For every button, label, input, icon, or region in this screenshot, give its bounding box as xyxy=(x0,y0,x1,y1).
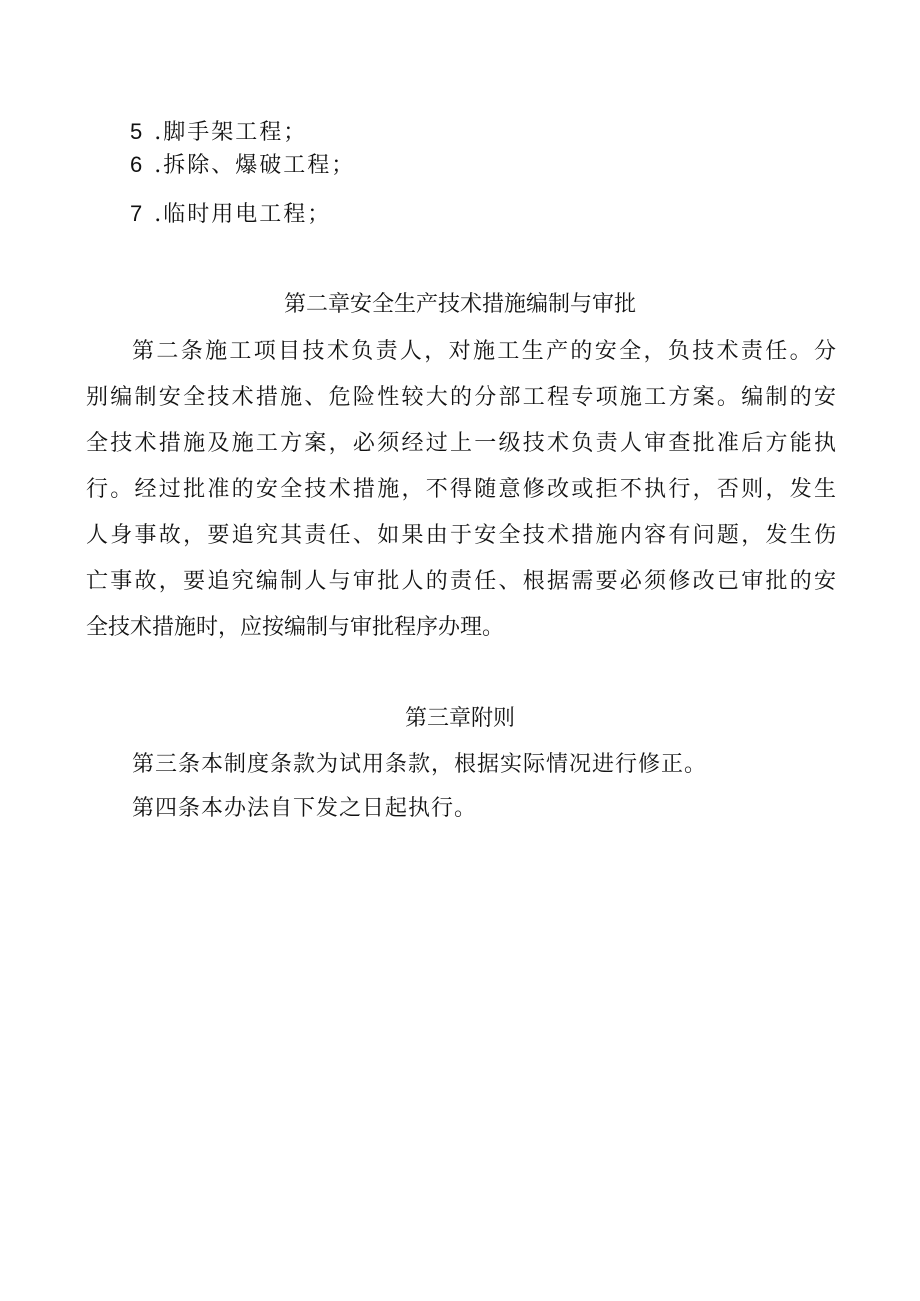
article-3: 第三条本制度条款为试用条款，根据实际情况进行修正。 xyxy=(132,752,708,777)
list-item-text: .拆除、爆破工程； xyxy=(154,153,356,178)
paragraph-line: 别编制安全技术措施、危险性较大的分部工程专项施工方案。编制的安 xyxy=(86,385,836,410)
article-4: 第四条本办法自下发之日起执行。 xyxy=(132,796,478,821)
list-item-text: .脚手架工程； xyxy=(154,120,308,145)
paragraph-line: 全技术措施及施工方案，必须经过上一级技术负责人审查批准后方能执 xyxy=(86,431,836,456)
paragraph-line: 行。经过批准的安全技术措施，不得随意修改或拒不执行，否则，发生 xyxy=(86,477,836,502)
list-item-text: .临时用电工程； xyxy=(154,202,332,227)
chapter3-heading: 第三章附则 xyxy=(404,706,515,731)
list-item xyxy=(130,199,331,230)
paragraph-line: 亡事故，要追究编制人与审批人的责任、根据需要必须修改已审批的安 xyxy=(86,569,836,594)
paragraph-line: 人身事故，要追究其责任、如果由于安全技术措施内容有问题，发生伤 xyxy=(86,523,836,548)
list-item xyxy=(130,150,355,181)
list-item-number: 7 xyxy=(130,201,145,226)
paragraph-line: 第二条施工项目技术负责人，对施工生产的安全，负技术责任。分 xyxy=(132,339,836,364)
paragraph-line: 全技术措施时，应按编制与审批程序办理。 xyxy=(86,615,505,640)
chapter2-heading: 第二章安全生产技术措施编制与审批 xyxy=(283,292,636,317)
list-item-number: 5 xyxy=(130,119,145,144)
list-item-number: 6 xyxy=(130,152,145,177)
list-item xyxy=(130,117,307,148)
